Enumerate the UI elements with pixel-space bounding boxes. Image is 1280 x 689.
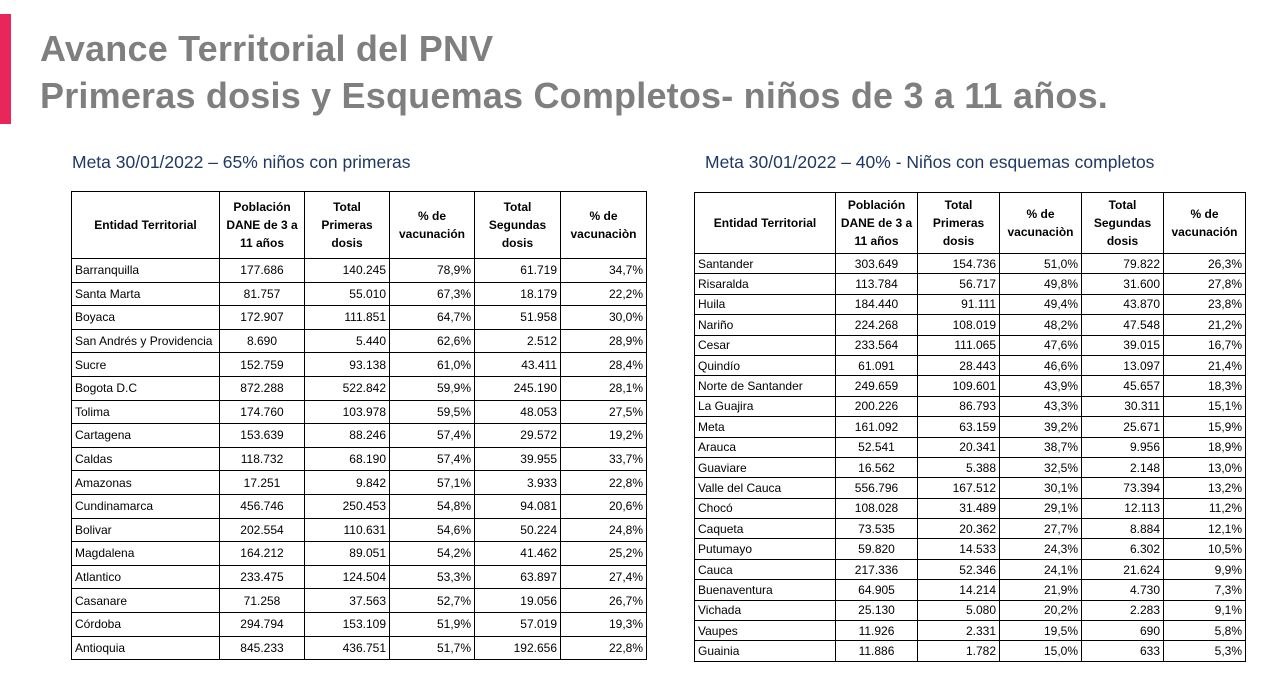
cell-population: 25.130 [836, 600, 918, 620]
cell-population: 11.926 [836, 621, 918, 641]
col-header-first-doses: Total Primeras dosis [918, 193, 1000, 254]
cell-entity: Amazonas [72, 471, 220, 495]
cell-first-doses: 91.111 [918, 294, 1000, 314]
col-header-entity: Entidad Territorial [695, 193, 836, 254]
table-row [72, 565, 647, 589]
cell-pct-first: 64,7% [390, 306, 475, 330]
cell-second-doses: 48.053 [475, 400, 561, 424]
cell-first-doses: 522.842 [305, 376, 390, 400]
cell-pct-second: 21,2% [1164, 315, 1246, 335]
cell-first-doses: 63.159 [918, 417, 1000, 437]
table-row [695, 396, 1246, 416]
cell-entity: San Andrés y Providencia [72, 329, 220, 353]
accent-bar [0, 14, 11, 124]
table-row [695, 294, 1246, 314]
cell-population: 64.905 [836, 580, 918, 600]
cell-first-doses: 86.793 [918, 396, 1000, 416]
cell-pct-first: 21,9% [1000, 580, 1082, 600]
cell-entity: Norte de Santander [695, 376, 836, 396]
cell-second-doses: 45.657 [1082, 376, 1164, 396]
cell-second-doses: 6.302 [1082, 539, 1164, 559]
cell-entity: Boyaca [72, 306, 220, 330]
table-row [72, 306, 647, 330]
cell-entity: Arauca [695, 437, 836, 457]
cell-first-doses: 5.440 [305, 329, 390, 353]
table-row [72, 329, 647, 353]
cell-entity: Caqueta [695, 519, 836, 539]
cell-pct-first: 32,5% [1000, 457, 1082, 477]
table-row [695, 559, 1246, 579]
cell-population: 233.475 [220, 565, 305, 589]
cell-pct-first: 57,4% [390, 447, 475, 471]
cell-population: 303.649 [836, 254, 918, 274]
cell-entity: Vaupes [695, 621, 836, 641]
cell-population: 161.092 [836, 417, 918, 437]
cell-second-doses: 25.671 [1082, 417, 1164, 437]
table-row [695, 539, 1246, 559]
cell-pct-first: 51,9% [390, 612, 475, 636]
cell-pct-second: 15,9% [1164, 417, 1246, 437]
cell-second-doses: 51.958 [475, 306, 561, 330]
cell-second-doses: 12.113 [1082, 498, 1164, 518]
cell-entity: Chocó [695, 498, 836, 518]
cell-pct-second: 13,0% [1164, 457, 1246, 477]
cell-pct-first: 38,7% [1000, 437, 1082, 457]
cell-second-doses: 633 [1082, 641, 1164, 661]
cell-pct-first: 27,7% [1000, 519, 1082, 539]
cell-pct-second: 28,4% [561, 353, 647, 377]
cell-entity: Cartagena [72, 424, 220, 448]
table-row [72, 471, 647, 495]
page-title: Avance Territorial del PNV [40, 28, 494, 69]
cell-pct-first: 54,2% [390, 542, 475, 566]
cell-second-doses: 690 [1082, 621, 1164, 641]
col-header-pct-second: % de vacunación [1164, 193, 1246, 254]
cell-first-doses: 20.341 [918, 437, 1000, 457]
cell-pct-first: 24,1% [1000, 559, 1082, 579]
cell-population: 59.820 [836, 539, 918, 559]
cell-second-doses: 61.719 [475, 259, 561, 283]
cell-pct-first: 24,3% [1000, 539, 1082, 559]
cell-second-doses: 43.411 [475, 353, 561, 377]
table-row [695, 335, 1246, 355]
cell-second-doses: 39.955 [475, 447, 561, 471]
cell-pct-second: 27,4% [561, 565, 647, 589]
left-goal-caption: Meta 30/01/2022 – 65% niños con primeras [72, 152, 411, 172]
col-header-second-doses: Total Segundas dosis [475, 192, 561, 259]
cell-first-doses: 88.246 [305, 424, 390, 448]
col-header-entity: Entidad Territorial [72, 192, 220, 259]
cell-pct-first: 43,9% [1000, 376, 1082, 396]
cell-entity: Guaviare [695, 457, 836, 477]
table-row [695, 417, 1246, 437]
table-row [695, 498, 1246, 518]
cell-pct-second: 21,4% [1164, 355, 1246, 375]
cell-first-doses: 140.245 [305, 259, 390, 283]
table-row [72, 612, 647, 636]
cell-entity: Meta [695, 417, 836, 437]
cell-population: 153.639 [220, 424, 305, 448]
cell-first-doses: 250.453 [305, 494, 390, 518]
cell-entity: Buenaventura [695, 580, 836, 600]
cell-population: 172.907 [220, 306, 305, 330]
cell-first-doses: 111.065 [918, 335, 1000, 355]
cell-pct-first: 15,0% [1000, 641, 1082, 661]
cell-second-doses: 192.656 [475, 636, 561, 660]
cell-pct-second: 28,1% [561, 376, 647, 400]
cell-entity: Antioquia [72, 636, 220, 660]
col-header-population: Población DANE de 3 a 11 años [836, 193, 918, 254]
cell-second-doses: 18.179 [475, 282, 561, 306]
cell-pct-first: 57,1% [390, 471, 475, 495]
cell-second-doses: 30.311 [1082, 396, 1164, 416]
cell-pct-first: 49,8% [1000, 274, 1082, 294]
table-row [695, 478, 1246, 498]
cell-first-doses: 111.851 [305, 306, 390, 330]
table-header-row [695, 193, 1246, 254]
cell-first-doses: 108.019 [918, 315, 1000, 335]
cell-entity: Putumayo [695, 539, 836, 559]
cell-pct-second: 22,8% [561, 471, 647, 495]
cell-pct-second: 23,8% [1164, 294, 1246, 314]
cell-pct-second: 11,2% [1164, 498, 1246, 518]
cell-population: 113.784 [836, 274, 918, 294]
cell-pct-second: 22,2% [561, 282, 647, 306]
cell-population: 249.659 [836, 376, 918, 396]
cell-second-doses: 39.015 [1082, 335, 1164, 355]
cell-first-doses: 52.346 [918, 559, 1000, 579]
cell-population: 294.794 [220, 612, 305, 636]
cell-pct-first: 51,0% [1000, 254, 1082, 274]
cell-pct-first: 59,5% [390, 400, 475, 424]
cell-pct-first: 20,2% [1000, 600, 1082, 620]
cell-pct-second: 33,7% [561, 447, 647, 471]
cell-second-doses: 50.224 [475, 518, 561, 542]
cell-entity: Huila [695, 294, 836, 314]
cell-second-doses: 57.019 [475, 612, 561, 636]
cell-entity: Vichada [695, 600, 836, 620]
cell-entity: Guainia [695, 641, 836, 661]
col-header-pct-second: % de vacunaciòn [561, 192, 647, 259]
cell-pct-second: 9,1% [1164, 600, 1246, 620]
cell-entity: Valle del Cauca [695, 478, 836, 498]
cell-pct-second: 28,9% [561, 329, 647, 353]
table-row [72, 282, 647, 306]
table-header-row [72, 192, 647, 259]
cell-second-doses: 31.600 [1082, 274, 1164, 294]
cell-pct-second: 24,8% [561, 518, 647, 542]
cell-second-doses: 43.870 [1082, 294, 1164, 314]
cell-pct-second: 27,5% [561, 400, 647, 424]
cell-pct-second: 5,3% [1164, 641, 1246, 661]
table-row [72, 494, 647, 518]
cell-second-doses: 8.884 [1082, 519, 1164, 539]
cell-population: 118.732 [220, 447, 305, 471]
cell-population: 224.268 [836, 315, 918, 335]
col-header-population: Población DANE de 3 a 11 años [220, 192, 305, 259]
table-row [695, 376, 1246, 396]
table-row [695, 355, 1246, 375]
cell-population: 233.564 [836, 335, 918, 355]
cell-pct-second: 34,7% [561, 259, 647, 283]
right-goal-caption: Meta 30/01/2022 – 40% - Niños con esquemas completos [705, 152, 1155, 172]
cell-pct-second: 26,3% [1164, 254, 1246, 274]
cell-second-doses: 19.056 [475, 589, 561, 613]
cell-first-doses: 20.362 [918, 519, 1000, 539]
cell-population: 71.258 [220, 589, 305, 613]
cell-first-doses: 2.331 [918, 621, 1000, 641]
cell-first-doses: 14.533 [918, 539, 1000, 559]
cell-first-doses: 154.736 [918, 254, 1000, 274]
cell-pct-second: 13,2% [1164, 478, 1246, 498]
table-row [695, 254, 1246, 274]
cell-first-doses: 14.214 [918, 580, 1000, 600]
table-row [72, 424, 647, 448]
cell-population: 174.760 [220, 400, 305, 424]
cell-pct-first: 61,0% [390, 353, 475, 377]
cell-second-doses: 79.822 [1082, 254, 1164, 274]
cell-pct-first: 67,3% [390, 282, 475, 306]
cell-population: 200.226 [836, 396, 918, 416]
col-header-first-doses: Total Primeras dosis [305, 192, 390, 259]
cell-entity: Cundinamarca [72, 494, 220, 518]
cell-first-doses: 110.631 [305, 518, 390, 542]
table-row [72, 518, 647, 542]
cell-population: 61.091 [836, 355, 918, 375]
cell-second-doses: 9.956 [1082, 437, 1164, 457]
cell-entity: Magdalena [72, 542, 220, 566]
cell-pct-second: 19,2% [561, 424, 647, 448]
cell-entity: Sucre [72, 353, 220, 377]
cell-pct-first: 39,2% [1000, 417, 1082, 437]
table-row [72, 259, 647, 283]
cell-population: 217.336 [836, 559, 918, 579]
cell-second-doses: 245.190 [475, 376, 561, 400]
cell-pct-first: 52,7% [390, 589, 475, 613]
cell-first-doses: 167.512 [918, 478, 1000, 498]
cell-second-doses: 41.462 [475, 542, 561, 566]
cell-first-doses: 55.010 [305, 282, 390, 306]
cell-second-doses: 94.081 [475, 494, 561, 518]
cell-population: 184.440 [836, 294, 918, 314]
first-dose-table [71, 191, 647, 660]
cell-entity: Córdoba [72, 612, 220, 636]
cell-entity: Atlantico [72, 565, 220, 589]
cell-pct-first: 19,5% [1000, 621, 1082, 641]
cell-pct-first: 59,9% [390, 376, 475, 400]
cell-pct-first: 47,6% [1000, 335, 1082, 355]
table-row [695, 274, 1246, 294]
cell-first-doses: 5.388 [918, 457, 1000, 477]
cell-population: 16.562 [836, 457, 918, 477]
col-header-pct-first: % de vacunaciòn [1000, 193, 1082, 254]
cell-population: 17.251 [220, 471, 305, 495]
col-header-pct-first: % de vacunación [390, 192, 475, 259]
cell-population: 52.541 [836, 437, 918, 457]
table-row [695, 457, 1246, 477]
cell-entity: Cauca [695, 559, 836, 579]
table-row [695, 641, 1246, 661]
cell-first-doses: 124.504 [305, 565, 390, 589]
cell-pct-first: 62,6% [390, 329, 475, 353]
cell-population: 108.028 [836, 498, 918, 518]
cell-first-doses: 28.443 [918, 355, 1000, 375]
cell-second-doses: 47.548 [1082, 315, 1164, 335]
cell-second-doses: 29.572 [475, 424, 561, 448]
cell-population: 81.757 [220, 282, 305, 306]
cell-pct-second: 27,8% [1164, 274, 1246, 294]
cell-population: 11.886 [836, 641, 918, 661]
table-row [72, 400, 647, 424]
table-row [72, 447, 647, 471]
cell-pct-second: 25,2% [561, 542, 647, 566]
cell-pct-second: 12,1% [1164, 519, 1246, 539]
cell-pct-second: 18,3% [1164, 376, 1246, 396]
cell-entity: Risaralda [695, 274, 836, 294]
cell-entity: Tolima [72, 400, 220, 424]
col-header-second-doses: Total Segundas dosis [1082, 193, 1164, 254]
cell-entity: Caldas [72, 447, 220, 471]
cell-pct-first: 51,7% [390, 636, 475, 660]
cell-entity: Quindío [695, 355, 836, 375]
cell-pct-first: 53,3% [390, 565, 475, 589]
cell-entity: Nariño [695, 315, 836, 335]
cell-population: 177.686 [220, 259, 305, 283]
cell-entity: Cesar [695, 335, 836, 355]
cell-second-doses: 2.283 [1082, 600, 1164, 620]
cell-population: 152.759 [220, 353, 305, 377]
cell-first-doses: 436.751 [305, 636, 390, 660]
cell-first-doses: 68.190 [305, 447, 390, 471]
cell-population: 8.690 [220, 329, 305, 353]
cell-population: 556.796 [836, 478, 918, 498]
cell-pct-second: 19,3% [561, 612, 647, 636]
table-row [695, 519, 1246, 539]
cell-pct-first: 43,3% [1000, 396, 1082, 416]
cell-pct-first: 57,4% [390, 424, 475, 448]
cell-first-doses: 89.051 [305, 542, 390, 566]
cell-pct-first: 46,6% [1000, 355, 1082, 375]
table-row [72, 589, 647, 613]
cell-population: 202.554 [220, 518, 305, 542]
cell-pct-first: 54,6% [390, 518, 475, 542]
cell-first-doses: 103.978 [305, 400, 390, 424]
cell-pct-second: 15,1% [1164, 396, 1246, 416]
cell-pct-second: 10,5% [1164, 539, 1246, 559]
cell-entity: Barranquilla [72, 259, 220, 283]
cell-first-doses: 109.601 [918, 376, 1000, 396]
cell-first-doses: 37.563 [305, 589, 390, 613]
cell-entity: Bolivar [72, 518, 220, 542]
table-row [695, 621, 1246, 641]
cell-population: 456.746 [220, 494, 305, 518]
cell-population: 164.212 [220, 542, 305, 566]
cell-population: 73.535 [836, 519, 918, 539]
table-row [72, 636, 647, 660]
cell-second-doses: 2.148 [1082, 457, 1164, 477]
cell-entity: Santa Marta [72, 282, 220, 306]
cell-second-doses: 2.512 [475, 329, 561, 353]
cell-pct-first: 54,8% [390, 494, 475, 518]
cell-entity: La Guajira [695, 396, 836, 416]
cell-entity: Santander [695, 254, 836, 274]
cell-first-doses: 56.717 [918, 274, 1000, 294]
cell-second-doses: 3.933 [475, 471, 561, 495]
cell-second-doses: 4.730 [1082, 580, 1164, 600]
cell-pct-second: 22,8% [561, 636, 647, 660]
cell-pct-second: 20,6% [561, 494, 647, 518]
cell-second-doses: 13.097 [1082, 355, 1164, 375]
cell-first-doses: 93.138 [305, 353, 390, 377]
cell-pct-first: 48,2% [1000, 315, 1082, 335]
cell-pct-first: 78,9% [390, 259, 475, 283]
table-row [72, 376, 647, 400]
page-subtitle: Primeras dosis y Esquemas Completos- niños de 3 a 11 años. [40, 75, 1108, 116]
cell-pct-second: 16,7% [1164, 335, 1246, 355]
cell-pct-second: 9,9% [1164, 559, 1246, 579]
cell-population: 845.233 [220, 636, 305, 660]
cell-first-doses: 9.842 [305, 471, 390, 495]
cell-entity: Casanare [72, 589, 220, 613]
cell-pct-second: 18,9% [1164, 437, 1246, 457]
cell-population: 872.288 [220, 376, 305, 400]
cell-second-doses: 73.394 [1082, 478, 1164, 498]
cell-second-doses: 63.897 [475, 565, 561, 589]
table-row [695, 315, 1246, 335]
cell-pct-second: 7,3% [1164, 580, 1246, 600]
cell-pct-second: 30,0% [561, 306, 647, 330]
cell-first-doses: 5.080 [918, 600, 1000, 620]
cell-pct-first: 49,4% [1000, 294, 1082, 314]
table-row [695, 600, 1246, 620]
cell-second-doses: 21.624 [1082, 559, 1164, 579]
cell-entity: Bogota D.C [72, 376, 220, 400]
table-row [695, 580, 1246, 600]
cell-first-doses: 1.782 [918, 641, 1000, 661]
cell-pct-second: 5,8% [1164, 621, 1246, 641]
complete-schedule-table [694, 192, 1246, 662]
cell-first-doses: 153.109 [305, 612, 390, 636]
table-row [72, 353, 647, 377]
cell-pct-first: 30,1% [1000, 478, 1082, 498]
cell-pct-second: 26,7% [561, 589, 647, 613]
table-row [72, 542, 647, 566]
cell-first-doses: 31.489 [918, 498, 1000, 518]
table-row [695, 437, 1246, 457]
cell-pct-first: 29,1% [1000, 498, 1082, 518]
